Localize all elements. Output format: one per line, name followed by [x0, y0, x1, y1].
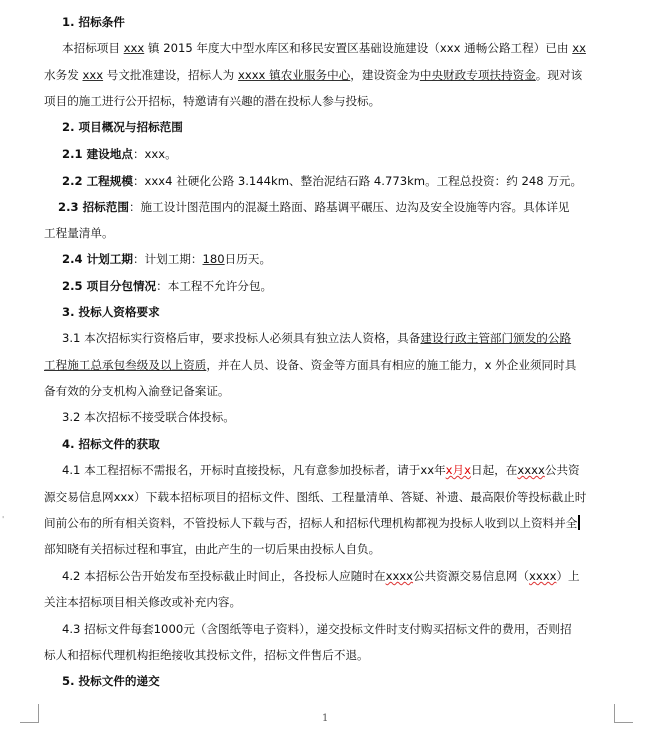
item-2-4: 2.4 计划工期：计划工期：180日历天。	[62, 252, 272, 266]
section-2-heading: 2. 项目概况与招标范围	[62, 120, 183, 134]
text-cursor	[578, 515, 580, 530]
section-1-heading: 1. 招标条件	[62, 15, 125, 29]
sec4-para2-line-1: 4.2 本招标公告开始发布至投标截止时间止，各投标人应随时在xxxx公共资源交易信息网（xxxx）上	[62, 569, 580, 583]
item-2-3: 2.3 招标范围：施工设计图范围内的混凝土路面、路基调平碾压、边沟及安全设施等内容。具体详见	[58, 200, 570, 214]
margin-corner-bottom-right	[614, 704, 633, 723]
sec3-para-line-3: 备有效的分支机构入渝登记备案证。	[44, 384, 230, 398]
sec1-para-line-2: 水务发 xxx 号文批准建设，招标人为 xxxx 镇农业服务中心，建设资金为中央财政专项扶持资金。现对该	[44, 68, 583, 82]
item-2-2: 2.2 工程规模：xxx4 社硬化公路 3.144km、整治泥结石路 4.773km。工程总投资：约 248 万元。	[62, 174, 583, 188]
page-number: 1	[322, 713, 329, 724]
item-2-3-continued: 工程量清单。	[44, 226, 114, 240]
section-3-heading: 3. 投标人资格要求	[62, 305, 160, 319]
sec4-para1-line-1: 4.1 本工程招标不需报名，开标时直接投标，凡有意参加投标者，请于xx年x月x日起，在xxxx公共资	[62, 463, 580, 477]
sec4-para3-line-1: 4.3 招标文件每套1000元（含图纸等电子资料），递交投标文件时支付购买招标文件的费用，否则招	[62, 622, 572, 636]
sec1-para-line-1: 本招标项目 xxx 镇 2015 年度大中型水库区和移民安置区基础设施建设（xxx 通畅公路工程）已由 xx	[62, 41, 586, 55]
ruler-tick-mark: '	[2, 515, 5, 524]
sec4-para2-line-2: 关注本招标项目相关修改或补充内容。	[44, 595, 242, 609]
sec1-para-line-3: 项目的施工进行公开招标，特邀请有兴趣的潜在投标人参与投标。	[44, 94, 381, 108]
sec3-para-2: 3.2 本次招标不接受联合体投标。	[62, 410, 235, 424]
sec3-para-line-1: 3.1 本次招标实行资格后审，要求投标人必须具有独立法人资格，具备建设行政主管部门颁发的公路	[62, 331, 572, 345]
sec4-para1-line-2: 源交易信息网xxx）下载本招标项目的招标文件、图纸、工程量清单、答疑、补遗、最高限价等投标截止时	[44, 490, 587, 504]
item-2-1: 2.1 建设地点：xxx。	[62, 147, 177, 161]
sec3-para-line-2: 工程施工总承包叁级及以上资质，并在人员、设备、资金等方面具有相应的施工能力，x 外企业须同时具	[44, 358, 577, 372]
section-5-heading: 5. 投标文件的递交	[62, 674, 160, 688]
sec4-para1-line-4: 部知晓有关招标过程和事宜，由此产生的一切后果由投标人自负。	[44, 542, 381, 556]
item-2-5: 2.5 项目分包情况：本工程不允许分包。	[62, 279, 273, 293]
section-4-heading: 4. 招标文件的获取	[62, 437, 160, 451]
sec4-para1-line-3: 间前公布的所有相关资料，不管投标人下载与否，招标人和招标代理机构都视为投标人收到以上资料并全	[44, 515, 624, 531]
sec4-para3-line-2: 标人和招标代理机构拒绝接收其投标文件，招标文件售后不退。	[44, 648, 369, 662]
margin-corner-bottom-left	[20, 704, 39, 723]
